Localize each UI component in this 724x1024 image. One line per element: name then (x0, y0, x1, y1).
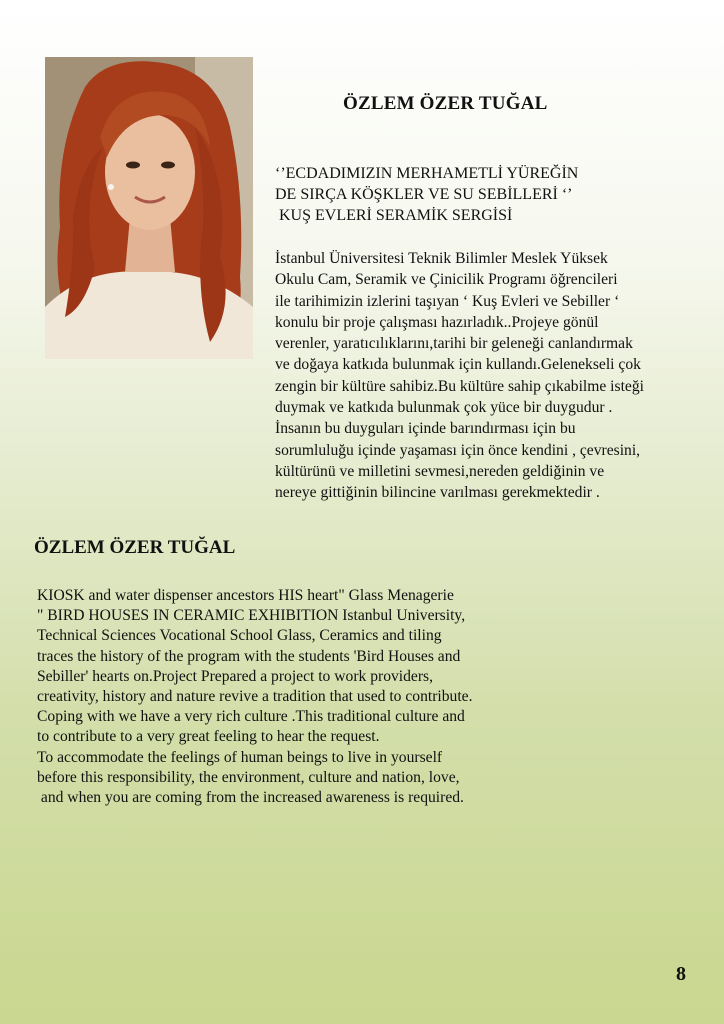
body-text-english (37, 586, 597, 808)
paragraph-line: and when you are coming from the increased awareness is required. (37, 789, 464, 807)
paragraph-line: Coping with we have a very rich culture .This traditional culture and (37, 708, 465, 726)
paragraph-line: " BIRD HOUSES IN CERAMIC EXHIBITION Istanbul University, (37, 607, 466, 625)
page-number: 8 (676, 963, 686, 985)
paragraph-line: duymak ve katkıda bulunmak çok yüce bir duygudur . (275, 399, 613, 417)
paragraph-line: KIOSK and water dispenser ancestors HIS heart" Glass Menagerie (37, 587, 454, 604)
paragraph-line: creativity, history and nature revive a tradition that used to contribute. (37, 688, 473, 706)
paragraph-line: ile tarihimizin izlerini taşıyan ‘ Kuş Evleri ve Sebiller ‘ (275, 292, 620, 310)
paragraph-line: İnsanın bu duyguları içinde barındırması için bu (275, 420, 576, 438)
paragraph-line: traces the history of the program with the students 'Bird Houses and (37, 647, 461, 665)
paragraph-line: İstanbul Üniversitesi Teknik Bilimler Meslek Yüksek (275, 250, 608, 267)
portrait-illustration (45, 57, 253, 359)
subtitle-line: DE SIRÇA KÖŞKLER VE SU SEBİLLERİ ‘’ (275, 186, 573, 203)
body-text-turkish (275, 248, 715, 504)
paragraph-line: Okulu Cam, Seramik ve Çinicilik Programı öğrencileri (275, 271, 618, 289)
paragraph-line: nereye gittiğinin bilincine varılması gerekmektedir . (275, 484, 600, 502)
paragraph-line: konulu bir proje çalışması hazırladık..Projeye gönül (275, 313, 599, 331)
portrait-photo (45, 57, 253, 359)
paragraph-line: To accommodate the feelings of human beings to live in yourself (37, 748, 443, 766)
subtitle-line: KUŞ EVLERİ SERAMİK SERGİSİ (275, 207, 513, 224)
paragraph-line: before this responsibility, the environment, culture and nation, love, (37, 768, 460, 786)
paragraph-line: sorumluluğu içinde yaşaması için önce kendini , çevresini, (275, 441, 641, 459)
exhibition-subtitle (275, 163, 675, 226)
page-title-english: ÖZLEM ÖZER TUĞAL (34, 537, 236, 558)
paragraph-line: Technical Sciences Vocational School Glass, Ceramics and tiling (37, 627, 442, 645)
paragraph-line: kültürünü ve milletini sevmesi,nereden geldiğinin ve (275, 462, 605, 480)
page-title-turkish: ÖZLEM ÖZER TUĞAL (343, 93, 548, 114)
subtitle-line: ‘’ECDADIMIZIN MERHAMETLİ YÜREĞİN (275, 165, 579, 182)
paragraph-line: verenler, yaratıcılıklarını,tarihi bir geleneği canlandırmak (275, 335, 633, 353)
paragraph-line: ve doğaya katkıda bulunmak için kullandı.Gelenekseli çok (275, 356, 641, 374)
paragraph-line: Sebiller' hearts on.Project Prepared a project to work providers, (37, 667, 433, 685)
paragraph-line: zengin bir kültüre sahibiz.Bu kültüre sahip çıkabilme isteği (275, 377, 644, 395)
paragraph-line: to contribute to a very great feeling to hear the request. (37, 728, 380, 746)
